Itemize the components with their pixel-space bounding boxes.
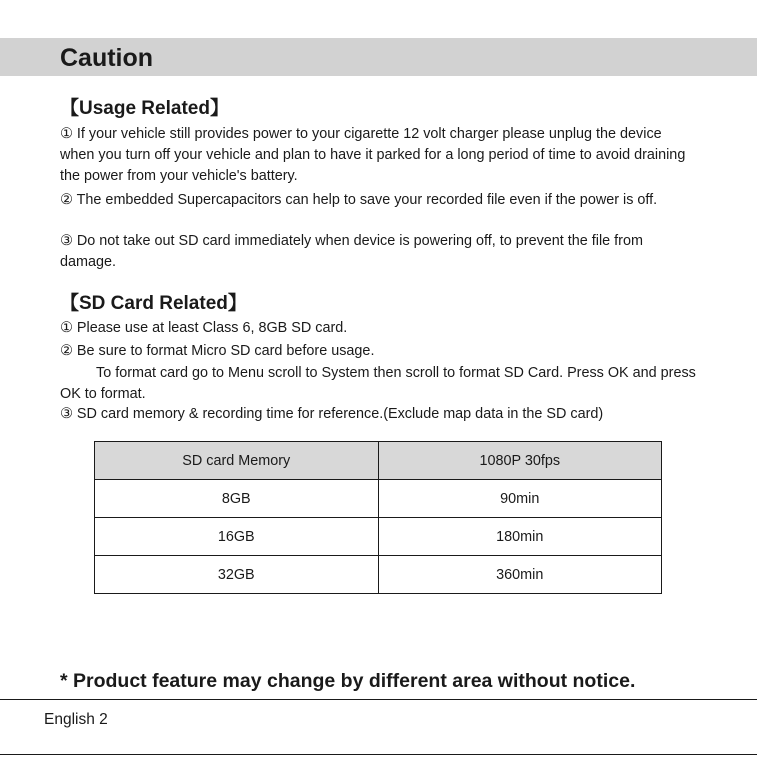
recording-time-cell: 360min: [378, 556, 662, 594]
memory-cell: 32GB: [95, 556, 379, 594]
table-header-row: [95, 442, 662, 480]
usage-item-1: ① If your vehicle still provides power to your cigarette 12 volt charger please unplug the device when you turn off your vehicle and plan to have it parked for a long period of time to avoid draining the power from your vehicle's battery.: [60, 126, 686, 184]
product-notice: * Product feature may change by different area without notice.: [60, 670, 636, 692]
sd-card-related-heading: 【SD Card Related】: [60, 293, 247, 314]
usage-item-3: ③ Do not take out SD card immediately when device is powering off, to prevent the file from damage.: [60, 233, 643, 270]
recording-time-cell: 180min: [378, 518, 662, 556]
sd-item-2: ② Be sure to format Micro SD card before usage.: [60, 343, 375, 359]
header-1080p-30fps: 1080P 30fps: [378, 442, 662, 480]
footer-top-divider: [0, 699, 757, 700]
usage-related-heading: 【Usage Related】: [60, 98, 229, 119]
usage-item-2: ② The embedded Supercapacitors can help to save your recorded file even if the power is off.: [60, 192, 658, 208]
memory-cell: 8GB: [95, 480, 379, 518]
page-footer-label: English 2: [44, 711, 108, 728]
page-title: Caution: [60, 44, 154, 72]
sd-item-3: ③ SD card memory & recording time for reference.(Exclude map data in the SD card): [60, 406, 604, 422]
table-row: [95, 480, 662, 518]
header-sd-card-memory: SD card Memory: [95, 442, 379, 480]
table-row: [95, 556, 662, 594]
sd-memory-recording-table: [94, 441, 662, 594]
recording-time-cell: 90min: [378, 480, 662, 518]
memory-cell: 16GB: [95, 518, 379, 556]
sd-format-instructions: To format card go to Menu scroll to System then scroll to format SD Card. Press OK and press OK to format.: [60, 365, 696, 402]
footer-bottom-divider: [0, 754, 757, 755]
sd-item-1: ① Please use at least Class 6, 8GB SD card.: [60, 320, 348, 336]
table-row: [95, 518, 662, 556]
